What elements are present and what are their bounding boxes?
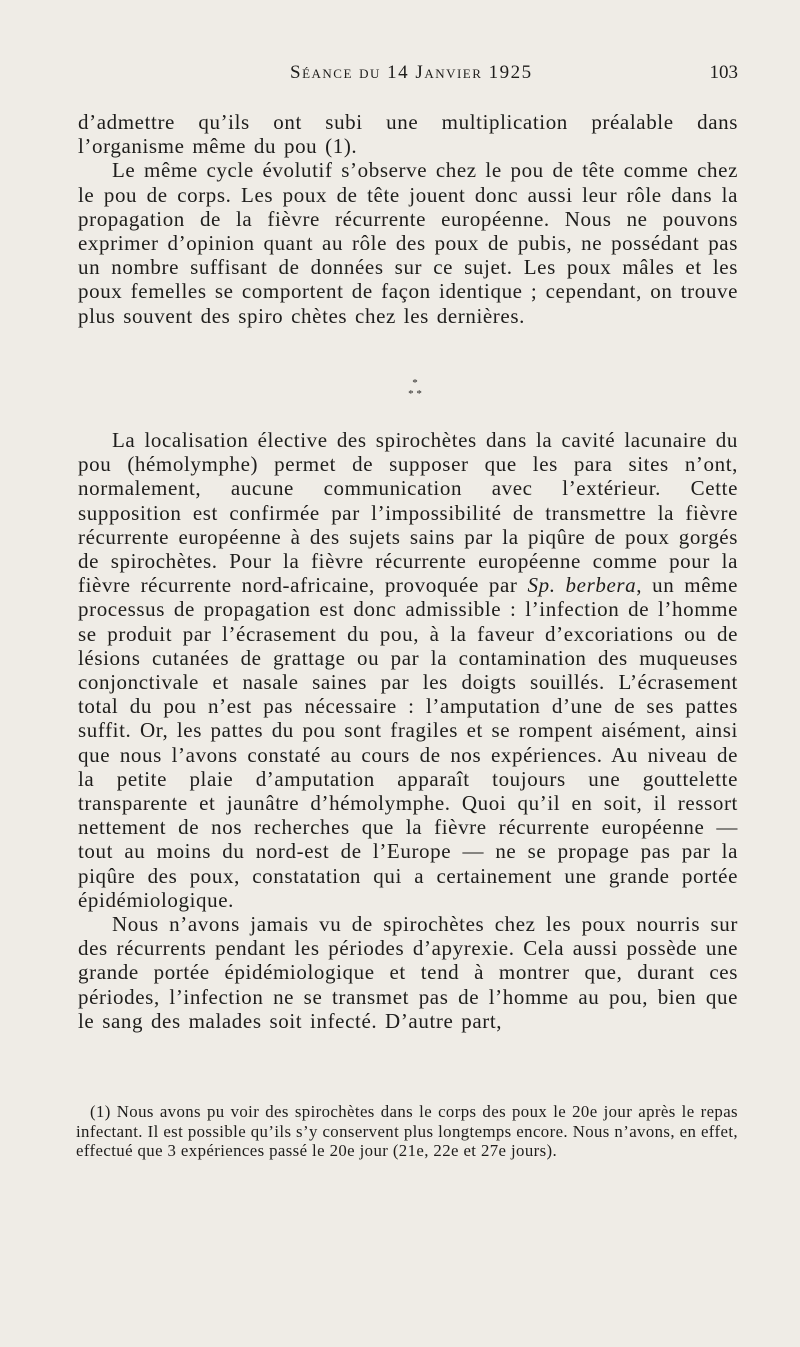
section-asterism <box>395 378 435 400</box>
asterism-top: * <box>412 377 418 389</box>
paragraph-apyrexie: Nous n’avons jamais vu de spirochètes chez les poux nourris sur des récurrents pendant les périodes d’apyrexie. Cela aussi possède une grande portée épidémiologique et tend à montrer que, durant ces périodes, l’infection ne se transmet pas de l’homme au pou, bien que le sang des malades soit infecté. D’autre part, <box>78 912 738 1033</box>
footnote-1: (1) Nous avons pu voir des spirochètes dans le corps des poux le 20e jour après le repas infectant. Il est possible qu’ils s’y conservent plus longtemps encore. Nous n’avons, en effet, effectué que 3 expériences passé le 20e jour (21e, 22e et 27e jours). <box>76 1102 738 1160</box>
paragraph-localisation-part1: La localisation élective des spirochètes dans la cavité lacunaire du pou (hémolymphe) permet de supposer que les para sites n’ont, normalement, aucune communication avec l’extérieur. Cette supposition est confirmée par l’impossibilité de transmettre la fièvre récurrente européenne à des sujets sains par la piqûre de poux gorgés de spirochètes. Pour la fièvre récurrente européenne comme pour la fièvre récurrente nord-africaine, provoquée par <box>78 428 738 598</box>
running-head-title: Séance du 14 Janvier 1925 <box>290 62 533 83</box>
text-block-main <box>78 428 738 1033</box>
footnote-block <box>76 1102 738 1161</box>
paragraph-continuation: d’admettre qu’ils ont subi une multiplication préalable dans l’organisme même du pou (1). <box>78 110 738 159</box>
species-name: Sp. berbera <box>527 573 637 598</box>
paragraph-lice-cycle: Le même cycle évolutif s’observe chez le pou de tête comme chez le pou de corps. Les poux de tête jouent donc aussi leur rôle dans la propagation de la fièvre récurrente européenne. Nous ne pouvons exprimer d’opinion quant au rôle des poux de pubis, ne possédant pas un nombre suffisant de données sur ce sujet. Les poux mâles et les poux femelles se comportent de façon identique ; cependant, on trouve plus souvent des spiro chètes chez les dernières. <box>78 158 738 328</box>
asterism-bottom: * * <box>408 388 422 400</box>
page-number: 103 <box>709 62 738 83</box>
paragraph-localisation <box>78 428 738 912</box>
paragraph-localisation-part2: , un même processus de propagation est donc admissible : l’infection de l’homme se produit par l’écrasement du pou, à la faveur d’excoriations ou de lésions cutanées de grattage ou par la contamination des muqueuses conjonctivale et nasale saines par les doigts souillés. L’écrasement total du pou n’est pas nécessaire : l’amputation d’une de ses pattes suffit. Or, les pattes du pou sont fragiles et se rompent aisément, ainsi que nous l’avons constaté au cours de nos expériences. Au niveau de la petite plaie d’amputation apparaît toujours une gouttelette transparente et jaunâtre d’hémolymphe. Quoi qu’il en soit, il ressort nettement de nos recherches que la fièvre récurrente européenne — tout au moins du nord-est de l’Europe — ne se propage pas par la piqûre des poux, constatation qui a certainement une grande portée épidémiologique. <box>78 573 739 912</box>
text-block-top <box>78 110 738 328</box>
running-head <box>0 62 800 92</box>
